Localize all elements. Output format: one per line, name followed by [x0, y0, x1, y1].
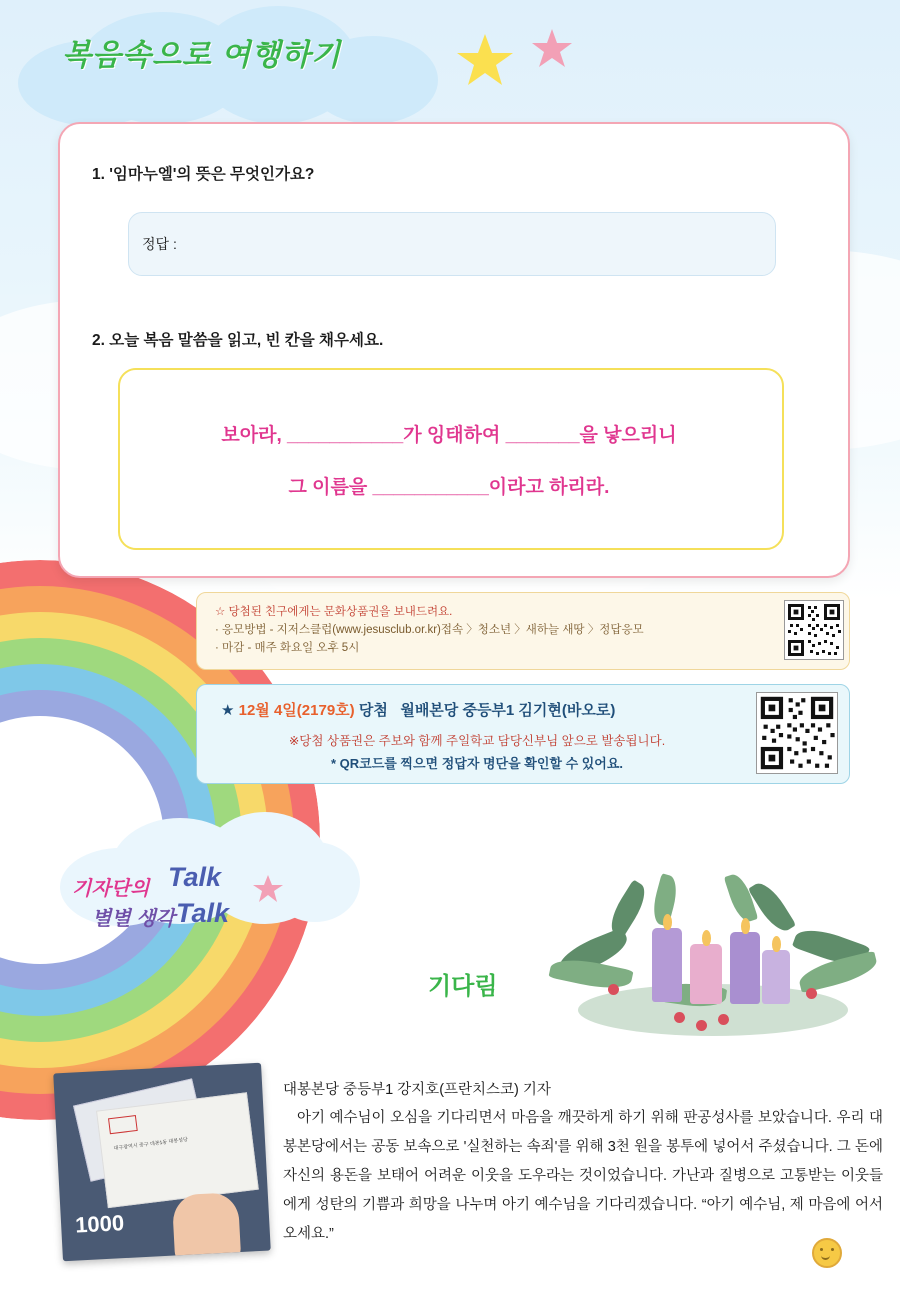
hand-illustration [172, 1192, 242, 1261]
winner-label: 당첨 [358, 702, 388, 719]
question-2-text: 2. 오늘 복음 말씀을 읽고, 빈 칸을 채우세요. [92, 332, 384, 349]
verse-fill-in-box[interactable] [118, 368, 784, 550]
notice-line-1: ☆ 당첨된 친구에게는 문화상품권을 보내드려요. [215, 606, 453, 618]
talk-label-2: 별별 생각 [92, 908, 175, 930]
star-icon [530, 28, 574, 70]
envelope-address-text: 대구광역시 중구 대봉1동 대봉성당 [113, 1136, 189, 1152]
question-1-text: 1. '임마누엘'의 뜻은 무엇인가요? [92, 166, 315, 183]
page-title: 복음속으로 여행하기 [62, 39, 342, 72]
star-glyph: ★ [221, 702, 235, 719]
photo-amount-label: 1000 [74, 1210, 125, 1238]
entry-notice-box [196, 592, 850, 670]
winner-name: 월배본당 중등부1 김기현(바오로) [400, 702, 616, 719]
advent-wreath-illustration [548, 888, 878, 1048]
article-photo [53, 1063, 271, 1262]
verse-line-2: 그 이름을 ___________이라고 하리라. [288, 477, 610, 498]
stamp-icon [108, 1115, 138, 1134]
talk-title-2: Talk [176, 898, 230, 928]
answer-input-box[interactable] [128, 212, 776, 276]
notice-line-3: · 마감 - 매주 화요일 오후 5시 [215, 642, 360, 654]
qr-code-icon[interactable] [756, 692, 838, 774]
winner-note-1: ※당첨 상품권은 주보와 함께 주일학교 담당신부님 앞으로 발송됩니다. [288, 734, 666, 748]
article-body [283, 1104, 883, 1249]
winner-date: 12월 4일(2179호) [238, 702, 355, 719]
star-icon [455, 32, 515, 90]
talk-label-1: 기자단의 [72, 878, 150, 900]
article-body-text: 아기 예수님이 오심을 기다리면서 마음을 깨끗하게 하기 위해 판공성사를 보았습니다. 우리 대봉본당에서는 공동 보속으로 '실천하는 속죄'를 위해 3천 원을 봉투에 넣어서 주셨습니다. 그 돈에 자신의 용돈을 보태어 어려운 이웃을 도우라는 것이었습니다. 가난과 질병으로 고통받는 이웃들에게 성탄의 기쁨과 희망을 나누며 아기 예수님을 기다리겠습니다. “아기 예수님, 제 마음에 어서 오세요.” [283, 1110, 883, 1242]
notice-line-2: · 응모방법 - 지저스클럽(www.jesusclub.or.kr)접속 〉청소년 〉새하늘 새땅 〉정답응모 [215, 624, 644, 636]
winner-note-2: * QR코드를 찍으면 정답자 명단을 확인할 수 있어요. [330, 756, 624, 771]
verse-line-1: 보아라, ___________가 잉태하여 _______을 낳으리니 [221, 425, 677, 446]
winner-announcement-box [196, 684, 850, 784]
qr-code-icon[interactable] [784, 600, 844, 660]
winner-headline [221, 699, 615, 720]
article-title: 기다림 [428, 973, 498, 1000]
article-byline: 대봉본당 중등부1 강지호(프란치스코) 기자 [283, 1082, 551, 1098]
talk-title-1: Talk [168, 862, 222, 892]
answer-label: 정답 : [142, 236, 177, 252]
star-icon [252, 874, 284, 904]
smiley-face-icon [812, 1238, 842, 1268]
